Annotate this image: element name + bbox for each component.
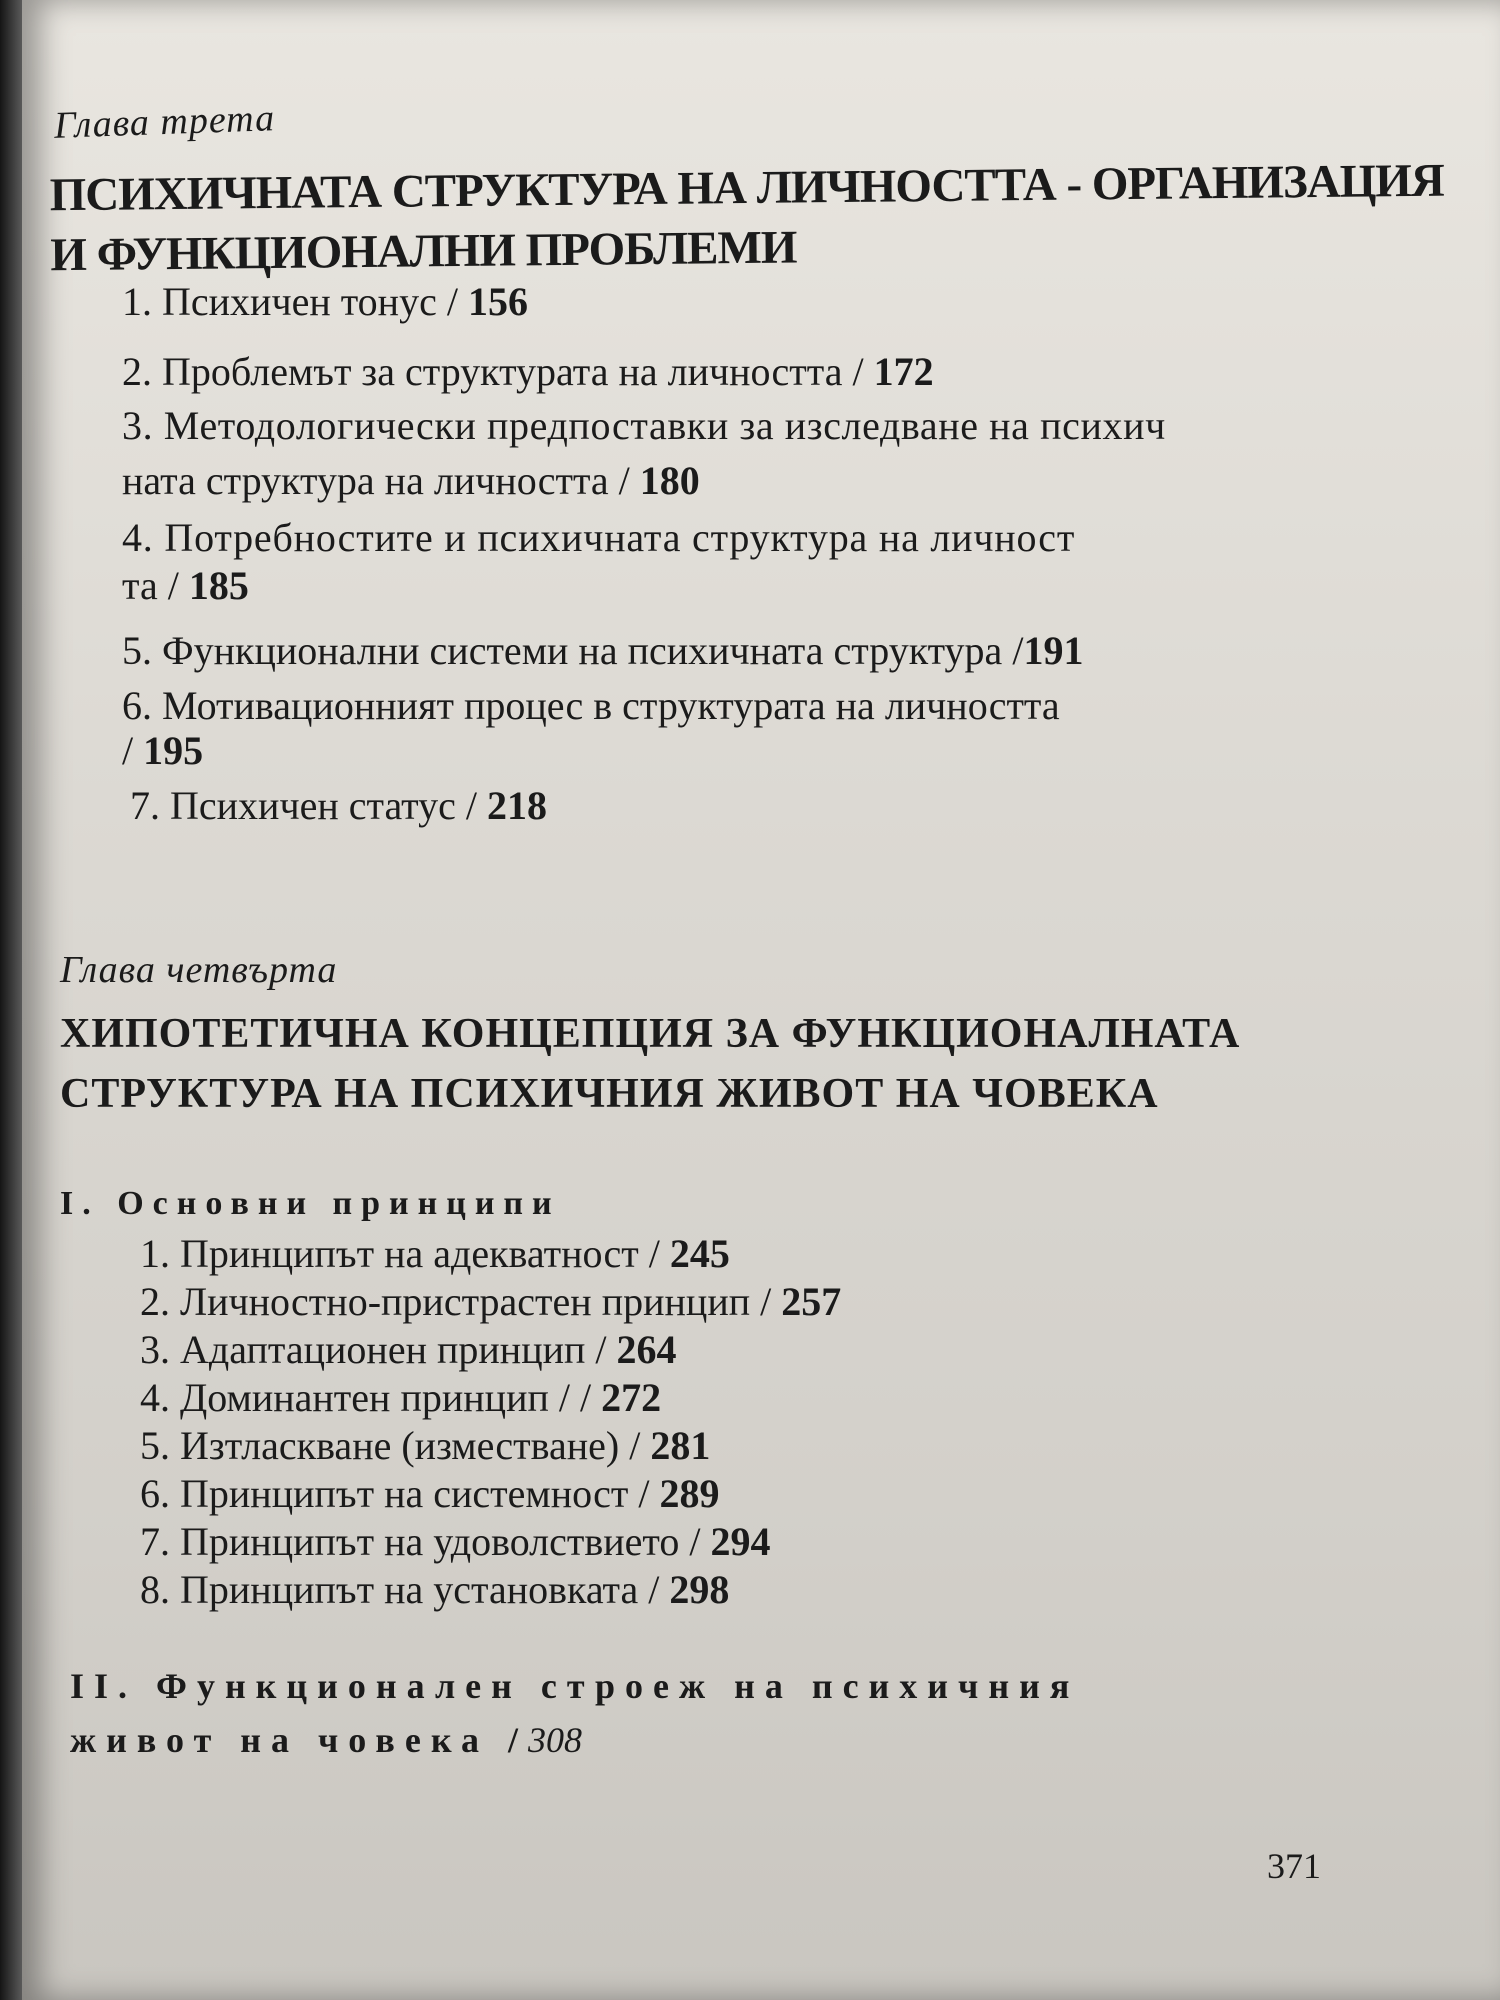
toc-entry-text: 4. Потребностите и психичната структура на личност bbox=[122, 515, 1076, 560]
toc-entry-text: 6. Мотивационният процес в структурата на личността bbox=[122, 683, 1060, 728]
toc-entry bbox=[122, 680, 1060, 732]
toc-entry bbox=[140, 1516, 770, 1568]
toc-entry-text: 2. Личностно-пристрастен принцип / bbox=[140, 1279, 782, 1324]
toc-page-number: 245 bbox=[669, 1231, 730, 1276]
section-heading-text: живот на човека / bbox=[70, 1720, 529, 1760]
book-gutter bbox=[0, 0, 22, 2000]
toc-page-number: 218 bbox=[487, 783, 547, 828]
toc-page-number: 308 bbox=[528, 1720, 583, 1760]
toc-page-number: 195 bbox=[143, 728, 204, 773]
toc-entry-text: 5. Изтласкване (изместване) / bbox=[140, 1423, 651, 1468]
toc-entry-text: 3. Адаптационен принцип / bbox=[140, 1327, 617, 1372]
toc-entry-text: 2. Проблемът за структурата на личността / bbox=[122, 349, 874, 394]
toc-entry bbox=[140, 1420, 710, 1472]
chapter-title bbox=[49, 151, 1444, 286]
toc-entry-text: та / bbox=[122, 563, 189, 608]
toc-entry bbox=[122, 725, 203, 777]
toc-entry bbox=[122, 346, 934, 398]
toc-entry-text: 8. Принципът на установката / bbox=[140, 1567, 670, 1612]
chapter-title-line: ХИПОТЕТИЧНА КОНЦЕПЦИЯ ЗА ФУНКЦИОНАЛНАТА bbox=[60, 1011, 1241, 1057]
toc-entry-text: 5. Функционални системи на психичната структура / bbox=[122, 628, 1024, 673]
toc-entry-text: ната структура на личността / bbox=[122, 458, 640, 503]
toc-entry bbox=[140, 1324, 677, 1376]
chapter-title-line: И ФУНКЦИОНАЛНИ ПРОБЛЕМИ bbox=[50, 221, 797, 282]
toc-entry bbox=[122, 276, 528, 328]
chapter-title bbox=[60, 1004, 1240, 1124]
page-number: 371 bbox=[1267, 1846, 1321, 1886]
toc-page-number: 281 bbox=[650, 1423, 711, 1468]
toc-entry bbox=[130, 780, 547, 832]
section-heading bbox=[70, 1665, 1079, 1761]
chapter-label: Глава трета bbox=[53, 97, 276, 147]
toc-entry bbox=[140, 1276, 841, 1328]
book-page bbox=[22, 0, 1500, 2000]
toc-entry-text: / bbox=[122, 728, 144, 773]
toc-entry bbox=[140, 1468, 719, 1520]
toc-entry bbox=[122, 625, 1083, 677]
toc-entry-text: 6. Принципът на системност / bbox=[140, 1471, 660, 1516]
section-heading: I. Основни принципи bbox=[60, 1185, 561, 1222]
toc-entry-text: 7. Принципът на удоволствието / bbox=[140, 1519, 711, 1564]
toc-entry-text: 1. Психичен тонус / bbox=[122, 279, 468, 324]
toc-entry-text: 1. Принципът на адекватност / bbox=[140, 1231, 670, 1276]
toc-page-number: 156 bbox=[467, 279, 528, 324]
toc-page-number: 289 bbox=[659, 1471, 720, 1516]
toc-entry bbox=[140, 1372, 661, 1424]
chapter-title-line: ПСИХИЧНАТА СТРУКТУРА НА ЛИЧНОСТТА - ОРГАНИЗАЦИЯ bbox=[49, 154, 1444, 222]
toc-page-number: 191 bbox=[1023, 628, 1084, 673]
toc-entry bbox=[122, 455, 700, 507]
toc-page-number: 172 bbox=[873, 349, 934, 394]
toc-page-number: 294 bbox=[710, 1519, 771, 1564]
toc-entry bbox=[122, 512, 1075, 564]
chapter-label: Глава четвърта bbox=[60, 949, 338, 991]
toc-page-number: 272 bbox=[601, 1375, 662, 1420]
section-heading-line: II. Функционален строеж на психичния bbox=[70, 1666, 1080, 1706]
toc-page-number: 298 bbox=[669, 1567, 730, 1612]
toc-entry bbox=[140, 1564, 729, 1616]
toc-entry bbox=[122, 560, 249, 612]
toc-page-number: 264 bbox=[616, 1327, 677, 1372]
toc-page-number: 185 bbox=[188, 563, 249, 608]
section-heading-line bbox=[70, 1719, 1079, 1761]
toc-page-number: 180 bbox=[639, 458, 700, 503]
toc-page-number: 257 bbox=[781, 1279, 842, 1324]
toc-entry-text: 4. Доминантен принцип / / bbox=[140, 1375, 602, 1420]
toc-entry bbox=[140, 1228, 730, 1280]
chapter-title-line: СТРУКТУРА НА ПСИХИЧНИЯ ЖИВОТ НА ЧОВЕКА bbox=[60, 1071, 1159, 1117]
toc-entry bbox=[122, 400, 1166, 452]
toc-entry-text: 3. Методологически предпоставки за изследване на психич bbox=[122, 403, 1166, 448]
toc-entry-text: 7. Психичен статус / bbox=[130, 783, 487, 828]
